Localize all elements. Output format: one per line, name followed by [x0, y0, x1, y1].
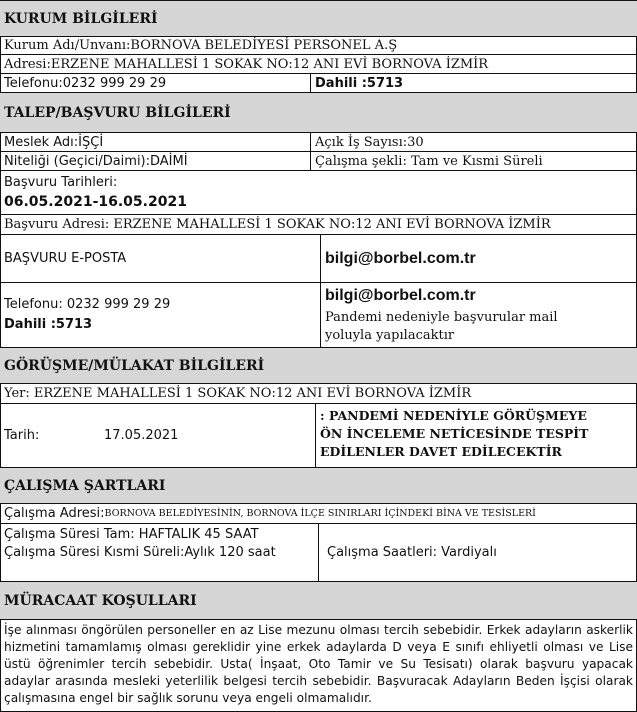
niteligi: Niteliği (Geçici/Daimi):DAİMİ: [4, 153, 188, 169]
basvuru-telefon: Telefonu: 0232 999 29 29: [4, 297, 171, 312]
basvuru-tarihleri-label: Başvuru Tarihleri:: [4, 175, 118, 190]
calisma-adresi-value: BORNOVA BELEDİYESİNİN, BORNOVA İLÇE SINIRLARI İÇİNDEKİ BİNA VE TESİSLERİ: [104, 508, 536, 519]
pandemi-notu-2: yoluyla yapılacaktır: [325, 328, 455, 343]
section-title: KURUM BİLGİLERİ: [4, 10, 158, 27]
kurum-adi: Kurum Adı/Unvanı:BORNOVA BELEDİYESİ PERSONEL A.Ş: [4, 38, 398, 53]
calisma-adresi-row: [0, 503, 637, 523]
gorusme-notu-1: : PANDEMİ NEDENİYLE GÖRÜŞMEYE: [320, 408, 587, 423]
section-title: GÖRÜŞME/MÜLAKAT BİLGİLERİ: [4, 357, 265, 374]
section-header-kurum: [0, 0, 637, 36]
tarih-label: Tarih:: [4, 428, 40, 443]
section-title: ÇALIŞMA ŞARTLARI: [4, 477, 166, 494]
pandemi-notu-1: Pandemi nedeniyle başvurular mail: [325, 310, 558, 325]
calisma-adresi: [0, 504, 637, 523]
section-header-calisma: [0, 467, 637, 503]
meslek-row: [0, 132, 637, 151]
eposta-link[interactable]: bilgi@borbel.com.tr: [325, 249, 476, 267]
basvuru-adresi-row: [0, 214, 637, 234]
calisma-adresi-label: Çalışma Adresi:: [4, 506, 105, 521]
calisma-suresi-row: [0, 523, 637, 581]
eposta-link-2[interactable]: bilgi@borbel.com.tr: [325, 287, 476, 304]
kurum-telefon: Telefonu:0232 999 29 29: [4, 75, 167, 91]
section-header-muracaat: [0, 581, 637, 619]
section-title: TALEP/BAŞVURU BİLGİLERİ: [4, 104, 231, 121]
kurum-adres-row: [0, 54, 637, 73]
muracaat-row: [0, 619, 637, 711]
calisma-suresi-kismi: Çalışma Süresi Kısmi Süreli:Aylık 120 saat: [4, 545, 276, 560]
calisma-saatleri: Çalışma Saatleri: Vardiyalı: [327, 545, 497, 560]
basvuru-adresi: Başvuru Adresi: ERZENE MAHALLESİ 1 SOKAK NO:12 ANI EVİ BORNOVA İZMİR: [4, 217, 551, 232]
divider: [318, 524, 319, 581]
gorusme-notu-3: EDİLENLER DAVET EDİLECEKTİR: [320, 444, 562, 459]
kurum-adres: Adresi:ERZENE MAHALLESİ 1 SOKAK NO:12 ANI EVİ BORNOVA İZMİR: [4, 56, 489, 72]
gorusme-yer: Yer: ERZENE MAHALLESİ 1 SOKAK NO:12 ANI EVİ BORNOVA İZMİR: [4, 386, 472, 401]
section-header-gorusme: [0, 347, 637, 383]
divider: [320, 283, 321, 347]
gorusme-tarih-row: [0, 403, 637, 467]
basvuru-dahili: Dahili :5713: [4, 317, 93, 332]
basvuru-tarihleri: 06.05.2021-16.05.2021: [4, 194, 187, 210]
acik-is-sayisi: Açık İş Sayısı:30: [315, 134, 424, 150]
iletisim-row: [0, 282, 637, 347]
kurum-adi-row: [0, 36, 637, 54]
muracaat-metni: İşe alınması öngörülen personeller en az Lise mezunu olması tercih sebebidir. Erkek adayların askerlik hizmetini tamamlamış olması gereklidir yine erkek adaylarda D veya E sınıfı ehliyetli olması ve Lise üstü öğrenimler tercih sebebidir. Usta( İnşaat, Oto Tamir ve Su Tesisatı) olarak başvuru yapacak adaylar arasında mesleki yeterlilik belgesi tercih sebebidir. Başvuracak Adayların Beden İşçisi olarak çalışmasına engel bir sağlık sorunu veya engeli olmamalıdır.: [4, 623, 633, 705]
section-header-talep: [0, 92, 637, 132]
calisma-suresi-tam: Çalışma Süresi Tam: HAFTALIK 45 SAAT: [4, 527, 259, 542]
gorusme-yer-row: [0, 383, 637, 403]
eposta-row: [0, 234, 637, 282]
calisma-sekli: Çalışma şekli: Tam ve Kısmi Süreli: [315, 153, 543, 169]
eposta-label: BAŞVURU E-POSTA: [4, 251, 127, 266]
kurum-telefon-row: [0, 73, 637, 92]
kurum-dahili: Dahili :5713: [315, 75, 404, 91]
divider: [315, 404, 316, 467]
nitelik-row: [0, 151, 637, 170]
gorusme-notu-2: ÖN İNCELEME NETİCESİNDE TESPİT: [320, 426, 589, 441]
section-title: MÜRACAAT KOŞULLARI: [4, 592, 197, 609]
basvuru-tarihleri-row: [0, 170, 637, 214]
gorusme-tarihi: 17.05.2021: [104, 428, 179, 443]
meslek-adi: Meslek Adı:İŞÇİ: [4, 134, 104, 150]
